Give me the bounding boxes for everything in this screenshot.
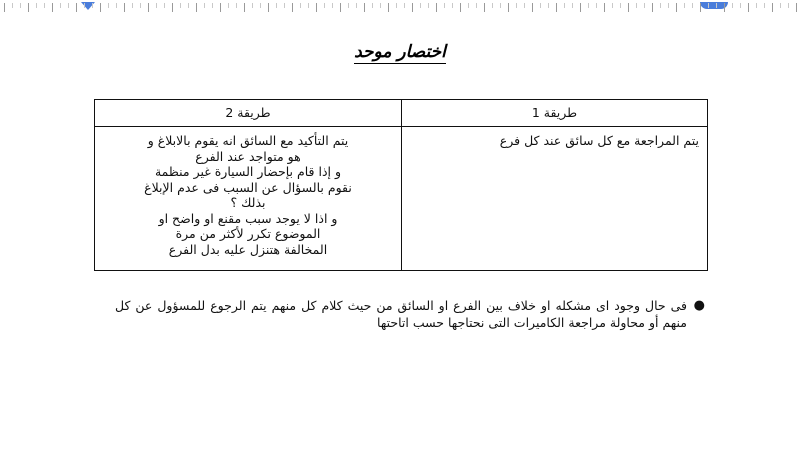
ruler-tick bbox=[644, 3, 645, 8]
ruler-tick bbox=[596, 3, 597, 8]
list-item bbox=[115, 297, 705, 331]
method-2-line: المخالفة هتنزل عليه بدل الفرع bbox=[168, 241, 328, 257]
ruler-tick bbox=[100, 3, 101, 12]
ruler-tick bbox=[700, 3, 701, 12]
ruler-tick bbox=[156, 3, 157, 8]
ruler-tick bbox=[604, 3, 605, 12]
ruler-tick bbox=[564, 3, 565, 8]
ruler-tick bbox=[348, 3, 349, 8]
ruler-tick bbox=[556, 3, 557, 12]
bullet-icon: ● bbox=[693, 298, 705, 313]
page-title-text: اختصار موحد bbox=[354, 42, 446, 62]
ruler-tick bbox=[220, 3, 221, 12]
ruler-tick bbox=[164, 3, 165, 8]
ruler-tick bbox=[260, 3, 261, 8]
ruler-tick bbox=[652, 3, 653, 12]
ruler-tick bbox=[252, 3, 253, 8]
ruler-tick bbox=[196, 3, 197, 12]
ruler-tick bbox=[772, 3, 773, 12]
ruler-tick bbox=[612, 3, 613, 8]
ruler-tick bbox=[740, 3, 741, 8]
page-title bbox=[0, 42, 800, 62]
ruler-tick bbox=[372, 3, 373, 8]
ruler-tick bbox=[340, 3, 341, 12]
ruler-tick bbox=[76, 3, 77, 12]
ruler-tick bbox=[52, 3, 53, 12]
ruler-tick bbox=[44, 3, 45, 8]
method-2-line: هو متواجد عند الفرع bbox=[195, 148, 301, 164]
table-header-row bbox=[95, 100, 708, 127]
ruler-tick bbox=[572, 3, 573, 8]
ruler-tick bbox=[684, 3, 685, 8]
ruler-tick bbox=[84, 3, 85, 8]
ruler-tick bbox=[476, 3, 477, 8]
ruler-tick bbox=[356, 3, 357, 8]
ruler-tick bbox=[204, 3, 205, 8]
ruler-tick bbox=[300, 3, 301, 8]
ruler-tick bbox=[692, 3, 693, 8]
ruler-tick bbox=[724, 3, 725, 12]
table-cell-method-2 bbox=[95, 127, 402, 271]
ruler-tick bbox=[748, 3, 749, 12]
method-1-content bbox=[402, 127, 707, 270]
ruler-tick bbox=[436, 3, 437, 12]
ruler-tick bbox=[132, 3, 133, 8]
method-2-line: يتم التأكيد مع السائق انه يقوم بالابلاغ و bbox=[147, 133, 349, 148]
ruler-tick bbox=[380, 3, 381, 8]
method-2-line: و اذا لا يوجد سبب مقنع او واضح او bbox=[158, 210, 338, 226]
method-2-line: نقوم بالسؤال عن السبب فى عدم الإبلاغ bbox=[144, 179, 352, 195]
ruler-tick bbox=[404, 3, 405, 8]
ruler-tick bbox=[764, 3, 765, 8]
ruler-tick bbox=[20, 3, 21, 8]
ruler-tick bbox=[532, 3, 533, 12]
ruler-tick bbox=[756, 3, 757, 8]
ruler-tick bbox=[228, 3, 229, 8]
table-cell-method-1 bbox=[402, 127, 708, 271]
ruler-tick bbox=[548, 3, 549, 8]
ruler-tick bbox=[124, 3, 125, 12]
ruler-tick bbox=[660, 3, 661, 8]
ruler-tick bbox=[332, 3, 333, 8]
ruler-tick bbox=[268, 3, 269, 12]
ruler-tick bbox=[516, 3, 517, 8]
method-2-line: الموضوع تكرر لأكثر من مرة bbox=[175, 226, 321, 241]
ruler-tick bbox=[468, 3, 469, 8]
ruler-tick bbox=[788, 3, 789, 8]
ruler-tick bbox=[188, 3, 189, 8]
ruler-tick bbox=[212, 3, 213, 8]
ruler-tick bbox=[316, 3, 317, 12]
method-2-line: بذلك ؟ bbox=[230, 195, 266, 210]
ruler-tick bbox=[460, 3, 461, 12]
table-row bbox=[95, 127, 708, 271]
ruler-tick bbox=[628, 3, 629, 12]
ruler-tick bbox=[324, 3, 325, 8]
ruler-tick bbox=[92, 3, 93, 8]
ruler-tick bbox=[636, 3, 637, 8]
ruler-tick bbox=[620, 3, 621, 8]
ruler-tick bbox=[716, 3, 717, 8]
ruler-tick bbox=[452, 3, 453, 8]
ruler-tick bbox=[364, 3, 365, 12]
ruler-tick bbox=[676, 3, 677, 12]
ruler-tick bbox=[492, 3, 493, 8]
ruler-tick bbox=[500, 3, 501, 8]
ruler-tick bbox=[508, 3, 509, 12]
ruler-tick bbox=[4, 3, 5, 12]
notes-bullet-list bbox=[115, 297, 705, 331]
ruler-tick bbox=[68, 3, 69, 8]
document-ruler[interactable] bbox=[0, 0, 800, 21]
ruler-tick bbox=[12, 3, 13, 8]
header-label-method-1: طريقة 1 bbox=[531, 105, 578, 120]
ruler-tick bbox=[396, 3, 397, 8]
method-2-content bbox=[95, 127, 401, 270]
ruler-tick bbox=[444, 3, 445, 8]
ruler-tick bbox=[148, 3, 149, 12]
ruler-tick bbox=[60, 3, 61, 8]
ruler-tick bbox=[428, 3, 429, 8]
ruler-tick bbox=[412, 3, 413, 12]
ruler-tick bbox=[276, 3, 277, 8]
table-header-cell-method-1 bbox=[402, 100, 708, 127]
ruler-tick bbox=[116, 3, 117, 8]
ruler-tick bbox=[420, 3, 421, 8]
ruler-tick bbox=[780, 3, 781, 8]
comparison-table bbox=[94, 99, 708, 271]
ruler-tick bbox=[388, 3, 389, 12]
ruler-tick bbox=[140, 3, 141, 8]
ruler-tick bbox=[588, 3, 589, 8]
list-item-text: فى حال وجود اى مشكله او خلاف بين الفرع او السائق من حيث كلام كل منهم يتم الرجوع للمسؤول عن كل منهم أو محاولة مراجعة الكاميرات التى نحتاجها حسب اتاحتها bbox=[115, 298, 687, 330]
ruler-tick bbox=[108, 3, 109, 8]
ruler-tick bbox=[36, 3, 37, 8]
table-header-cell-method-2 bbox=[95, 100, 402, 127]
ruler-tick bbox=[708, 3, 709, 8]
ruler-tick bbox=[180, 3, 181, 8]
method-1-line: يتم المراجعة مع كل سائق عند كل فرع bbox=[499, 133, 699, 148]
ruler-tick bbox=[292, 3, 293, 12]
ruler-tick bbox=[580, 3, 581, 12]
ruler-tick bbox=[540, 3, 541, 8]
header-label-method-2: طريقة 2 bbox=[225, 105, 271, 120]
ruler-tick bbox=[244, 3, 245, 12]
ruler-tick bbox=[796, 3, 797, 12]
ruler-tick bbox=[668, 3, 669, 8]
ruler-tick bbox=[284, 3, 285, 8]
method-2-line: و إذا قام بإحضار السيارة غير منظمة bbox=[154, 164, 342, 179]
ruler-tick bbox=[308, 3, 309, 8]
document-page bbox=[0, 20, 800, 460]
ruler-tick bbox=[732, 3, 733, 8]
ruler-tick bbox=[172, 3, 173, 12]
ruler-tick bbox=[236, 3, 237, 8]
ruler-tick bbox=[524, 3, 525, 8]
ruler-tick bbox=[28, 3, 29, 12]
ruler-tick bbox=[484, 3, 485, 12]
